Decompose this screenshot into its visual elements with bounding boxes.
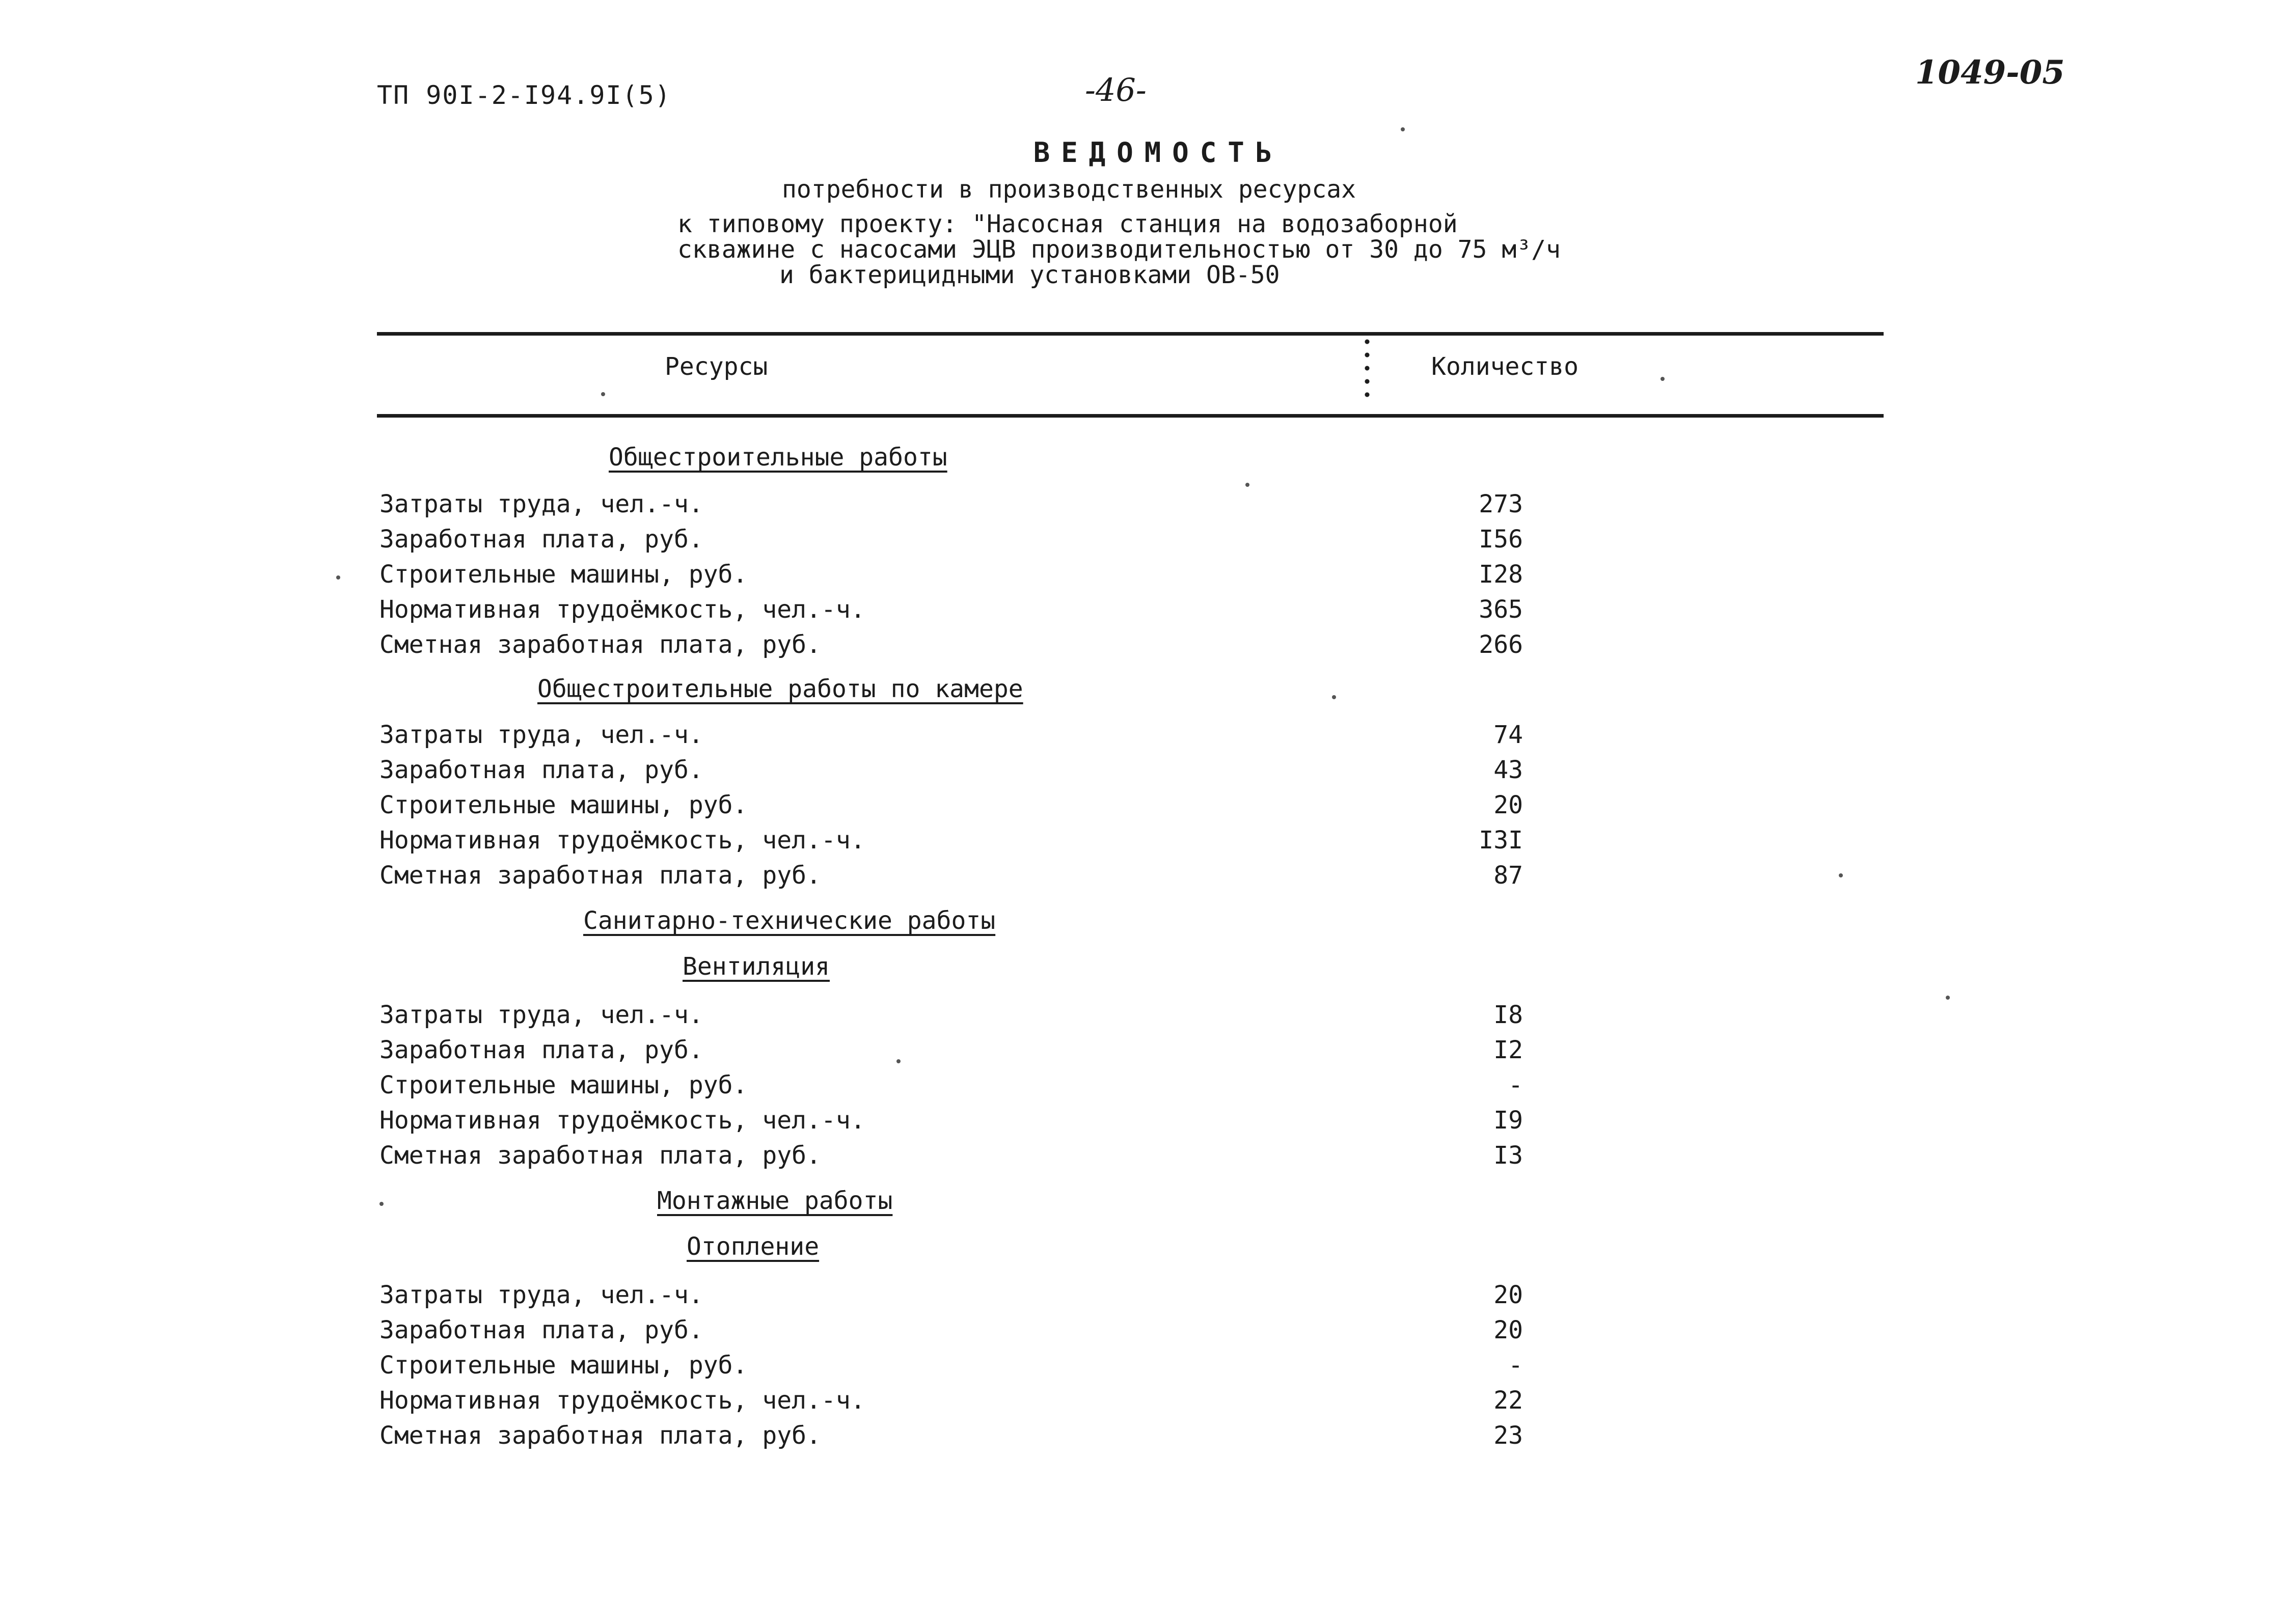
row-value: 20 (1493, 791, 1523, 819)
document-title: ВЕДОМОСТЬ (1033, 136, 1284, 169)
row-label: Строительные машины, руб. (379, 1071, 748, 1099)
row-label: Сметная заработная плата, руб. (379, 1141, 821, 1170)
row-label: Затраты труда, чел.-ч. (379, 1281, 703, 1309)
table-top-rule (377, 332, 1884, 336)
scan-speck (336, 575, 340, 580)
row-value: I28 (1479, 560, 1523, 589)
project-line: скважине с насосами ЭЦВ производительностью от 30 до 75 м³/ч (677, 235, 1561, 264)
row-label: Строительные машины, руб. (379, 1351, 748, 1380)
row-value: I8 (1493, 1001, 1523, 1029)
column-separator (1364, 335, 1370, 401)
row-value: 273 (1479, 490, 1523, 518)
scan-speck (896, 1059, 901, 1063)
row-value: 20 (1493, 1316, 1523, 1344)
scan-speck (1946, 996, 1950, 1000)
row-label: Нормативная трудоёмкость, чел.-ч. (379, 1106, 865, 1135)
project-line: к типовому проекту: "Насосная станция на водозаборной (677, 210, 1458, 238)
row-value: 22 (1493, 1386, 1523, 1415)
section-title: Общестроительные работы по камере (537, 675, 1023, 703)
scan-speck (1245, 483, 1249, 487)
row-label: Заработная плата, руб. (379, 1316, 703, 1344)
document-subtitle: потребности в производственных ресурсах (782, 175, 1356, 204)
project-description (677, 211, 1561, 288)
page-number: -46- (1085, 71, 1147, 108)
row-label: Нормативная трудоёмкость, чел.-ч. (379, 826, 865, 855)
scan-speck (1332, 695, 1336, 699)
section-subtitle: Вентиляция (683, 952, 830, 981)
row-label: Затраты труда, чел.-ч. (379, 490, 703, 518)
row-value: - (1508, 1071, 1523, 1099)
section-title: Санитарно-технические работы (583, 906, 996, 935)
row-value: I3 (1493, 1141, 1523, 1170)
section-title: Монтажные работы (657, 1187, 893, 1215)
row-value: 43 (1493, 756, 1523, 784)
scan-speck (1839, 873, 1843, 877)
scan-speck (1661, 377, 1665, 381)
column-header-resource: Ресурсы (665, 352, 768, 381)
project-line: и бактерицидными установками ОВ-50 (779, 261, 1280, 289)
row-value: 365 (1479, 595, 1523, 624)
row-label: Сметная заработная плата, руб. (379, 861, 821, 890)
section-subtitle: Отопление (687, 1232, 820, 1261)
table-header-bottom-rule (377, 414, 1884, 418)
row-value: 23 (1493, 1421, 1523, 1450)
row-value: 20 (1493, 1281, 1523, 1309)
document-code: ТП 90I-2-I94.9I(5) (377, 80, 671, 110)
row-label: Нормативная трудоёмкость, чел.-ч. (379, 1386, 865, 1415)
row-value: I9 (1493, 1106, 1523, 1135)
scan-speck (1401, 127, 1405, 131)
handwritten-archive-number: 1049-05 (1915, 53, 2065, 92)
scan-speck (601, 392, 605, 396)
row-label: Нормативная трудоёмкость, чел.-ч. (379, 595, 865, 624)
row-value: 74 (1493, 721, 1523, 749)
row-value: 87 (1493, 861, 1523, 890)
column-header-quantity: Количество (1431, 352, 1579, 381)
scan-speck (379, 1202, 384, 1206)
row-label: Затраты труда, чел.-ч. (379, 721, 703, 749)
row-label: Заработная плата, руб. (379, 525, 703, 554)
row-label: Заработная плата, руб. (379, 756, 703, 784)
row-label: Затраты труда, чел.-ч. (379, 1001, 703, 1029)
row-value: 266 (1479, 630, 1523, 659)
row-value: I2 (1493, 1036, 1523, 1064)
row-value: - (1508, 1351, 1523, 1380)
row-label: Сметная заработная плата, руб. (379, 630, 821, 659)
row-value: I3I (1479, 826, 1523, 855)
section-title: Общестроительные работы (609, 443, 947, 472)
row-label: Сметная заработная плата, руб. (379, 1421, 821, 1450)
row-label: Строительные машины, руб. (379, 560, 748, 589)
row-value: I56 (1479, 525, 1523, 554)
row-label: Заработная плата, руб. (379, 1036, 703, 1064)
row-label: Строительные машины, руб. (379, 791, 748, 819)
